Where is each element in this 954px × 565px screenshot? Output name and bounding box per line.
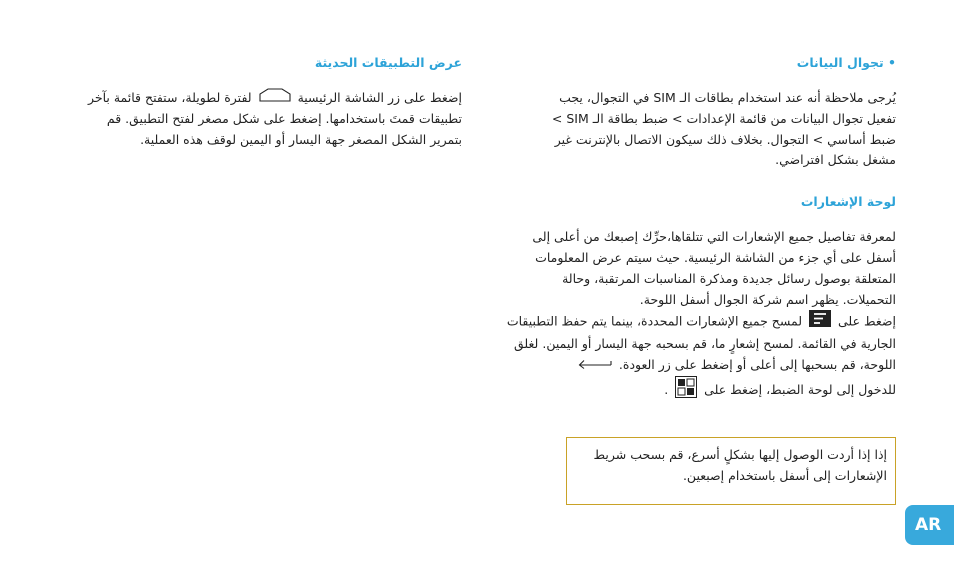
tip-box [566,437,896,505]
tip-line2: الإشعارات إلى أسفل باستخدام إصبعين. [682,467,887,483]
recent-apps-paragraph [86,88,462,150]
notifications-line8: للدخول إلى لوحة الضبط، إضغط على [704,381,896,397]
data-roaming-line2: تفعيل تجوال البيانات من قائمة الإعدادات > ضبط بطاقة الـ SIM > [551,110,896,126]
tip-line1: إذا إذا أردت الوصول إليها بشكلٍ أسرع، قم بسحب شريط [593,447,887,462]
notifications-line8-end: . [664,381,669,397]
language-tab [905,505,954,545]
right-column [500,54,896,405]
notifications-line4: التحميلات. يظهر اسم شركة الجوال أسفل اللوحة. [639,291,896,307]
home-icon [259,88,291,109]
data-roaming-paragraph [500,88,896,171]
notifications-line6: الجارية في القائمة. لمسح إشعارٍ ما، قم بسحبه جهة اليسار أو اليمين. لغلق [513,336,896,352]
notifications-line2: أسفل على أي جزء من الشاشة الرئيسية. حيث سيتم عرض المعلومات [535,249,896,265]
recent-apps-line1-end: لفترة لطويلة، ستفتح قائمة بآخر [87,90,252,105]
notifications-line3: المتعلقة بوصول رسائل جديدة ومذكرة المناسبات المرتقبة، وحالة [562,270,896,286]
data-roaming-heading: • تجوال البيانات [796,55,896,70]
notifications-line5-end: لمسح جميع الإشعارات المحددة، بينما يتم حفظ التطبيقات [506,313,803,329]
recent-apps-line3: بتمرير الشكل المصغر جهة اليسار أو اليمين لوقف هذه العملية. [140,131,462,147]
data-roaming-line1: يُرجى ملاحظة أنه عند استخدام بطاقات الـ SIM في التجوال، يجب [559,90,896,105]
recent-apps-line1-start: إضغط على زر الشاشة الرئيسية [297,90,462,105]
recent-apps-heading: عرض التطبيقات الحديثة [314,55,462,70]
back-arrow-icon [578,355,612,376]
clear-notifications-icon [809,310,831,334]
notifications-heading: لوحة الإشعارات [800,194,896,210]
notifications-line7: اللوحة، قم بسحبها إلى أعلى أو إضغط على زر العودة. [618,356,896,372]
language-tab-label: AR [915,515,942,535]
notifications-paragraph [500,227,896,404]
settings-panel-icon [675,376,697,405]
data-roaming-line3: ضبط أساسي > التجوال. بخلاف ذلك سيكون الاتصال بالإنترنت غير [554,131,896,147]
recent-apps-line2: تطبيقات قمتَ باستخدامها. إضغط على شكل مصغر لفتح التطبيق. قم [106,110,462,126]
notifications-line1: لمعرفة تفاصيل جميع الإشعارات التي تتلقاها،حرِّك إصبعك من أعلى إلى [532,229,896,245]
notifications-line5-start: إضغط على [838,313,896,329]
left-column [86,54,462,150]
data-roaming-line4: مشغل بشكل افتراضي. [775,152,896,168]
